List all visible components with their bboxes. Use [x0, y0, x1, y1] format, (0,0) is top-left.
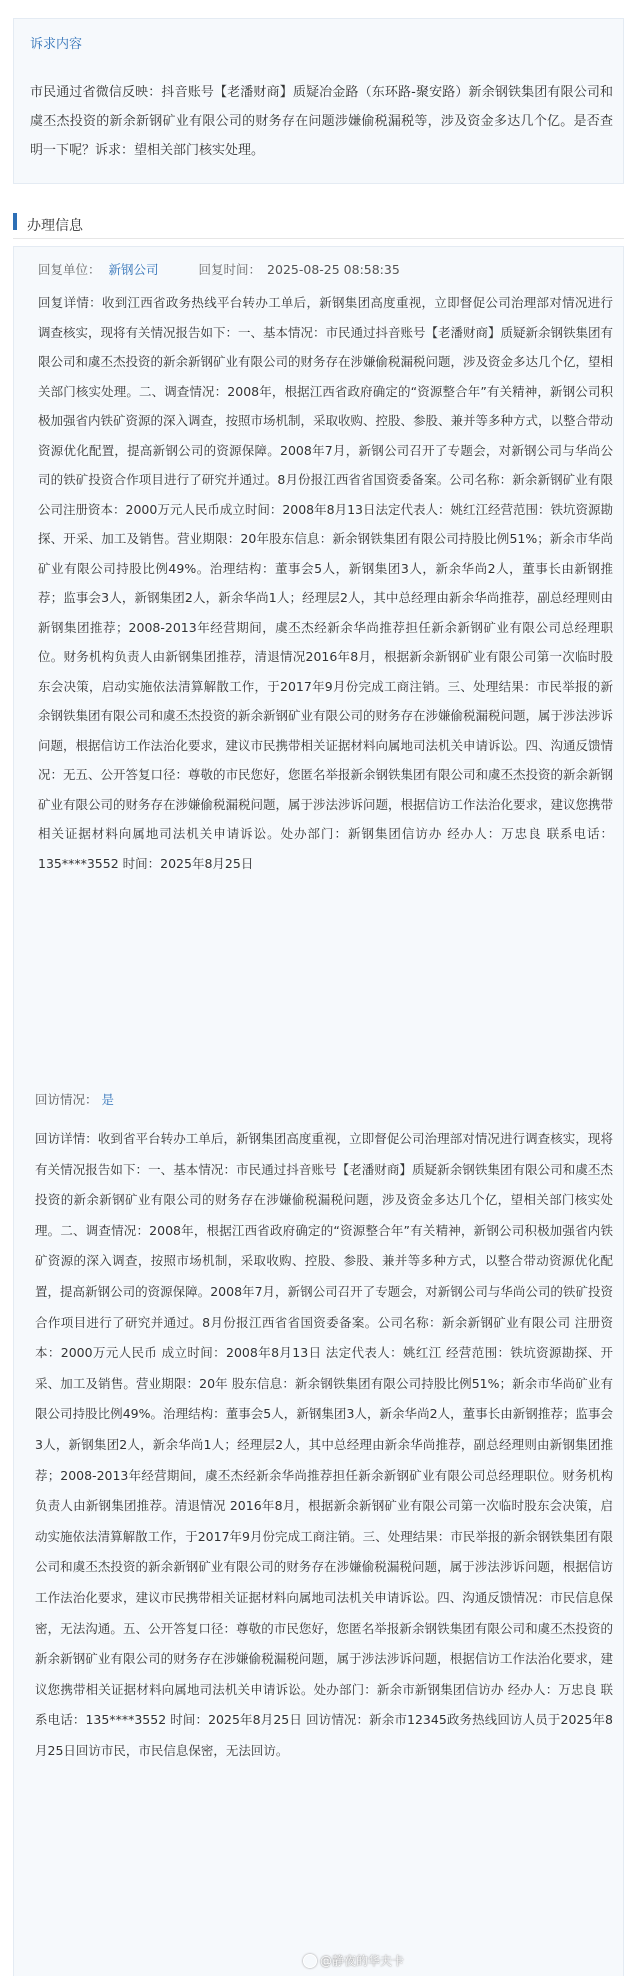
request-content: 市民通过省微信反映：抖音账号【老潘财商】质疑冶金路（东环路-聚安路）新余钢铁集团有限公司和虞丕杰投资的新余新钢矿业有限公司的财务存在问题涉嫌偷税漏税等，涉及资金多达几个亿。是否查明一下呢？诉求：望相关部门核实处理。	[30, 85, 613, 158]
reply-time-value: 2025-08-25 08:58:35	[267, 262, 400, 277]
visit-detail	[35, 1124, 613, 1766]
reply-detail	[38, 288, 613, 878]
watermark	[303, 1952, 404, 1969]
visit-status-label: 回访情况：	[35, 1092, 98, 1107]
reply-detail-label: 回复详情：	[38, 295, 102, 310]
reply-meta-row	[38, 260, 400, 278]
reply-time-label: 回复时间：	[198, 262, 262, 277]
visit-detail-text: 收到省平台转办工单后，新钢集团高度重视，立即督促公司治理部对情况进行调查核实，现将有关情况报告如下：一、基本情况：市民通过抖音账号【老潘财商】质疑新余钢铁集团有限公司和虞丕杰投资的新余新钢矿业有限公司的财务存在涉嫌偷税漏税问题，涉及资金多达几个亿，望相关部门核实处理。二、调查情况：2008年，根据江西省政府确定的“资源整合年”有关精神，新钢公司积极加强省内铁矿资源的深入调查，按照市场机制，采取收购、控股、参股、兼并等多种方式，以整合带动资源优化配置，提高新钢公司的资源保障。2008年7月，新钢公司召开了专题会，对新钢公司与华尚公司的铁矿投资合作项目进行了研究并通过。8月份报江西省省国资委备案。公司名称：新余新钢矿业有限公司 注册资本：2000万元人民币 成立时间：2008年8月13日 法定代表人：姚红江 经营范围：铁坑资源勘探、开采、加工及销售。营业期限：20年 股东信息：新余钢铁集团有限公司持股比例51%；新余市华尚矿业有限公司持股比例49%。治理结构：董事会5人，新钢集团3人，新余华尚2人，董事长由新钢推荐；监事会3人，新钢集团2人，新余华尚1人；经理层2人，其中总经理由新余华尚推荐，副总经理则由新钢集团推荐；2008-2013年经营期间，虞丕杰经新余华尚推荐担任新余新钢矿业有限公司总经理职位。财务机构负责人由新钢集团推荐。清退情况 2016年8月，根据新余新钢矿业有限公司第一次临时股东会决策，启动实施依法清算解散工作，于2017年9月份完成工商注销。三、处理结果：市民举报的新余钢铁集团有限公司和虞丕杰投资的新余新钢矿业有限公司的财务存在涉嫌偷税漏税问题，属于涉法涉诉问题，根据信访工作法治化要求，建议市民携带相关证据材料向属地司法机关申请诉讼。四、沟通反馈情况：市民信息保密，无法沟通。五、公开答复口径：尊敬的市民您好，您匿名举报新余钢铁集团有限公司和虞丕杰投资的新余新钢矿业有限公司的财务存在涉嫌偷税漏税问题，属于涉法涉诉问题，根据信访工作法治化要求，建议您携带相关证据材料向属地司法机关申请诉讼。处办部门：新余市新钢集团信访办 经办人：万忠良 联系电话：135****3552 时间：2025年8月25日 回访情况：新余市12345政务热线回访人员于2025年8月25日回访市民，市民信息保密，无法回访。	[35, 1131, 613, 1758]
visit-status-value: 是	[101, 1092, 115, 1107]
weibo-logo-icon	[303, 1954, 317, 1968]
section-marker	[13, 213, 17, 230]
visit-detail-label: 回访详情：	[35, 1131, 98, 1146]
request-title: 诉求内容	[30, 37, 83, 52]
reply-detail-text: 收到江西省政务热线平台转办工单后，新钢集团高度重视，立即督促公司治理部对情况进行调查核实，现将有关情况报告如下：一、基本情况：市民通过抖音账号【老潘财商】质疑新余钢铁集团有限公司和虞丕杰投资的新余新钢矿业有限公司的财务存在涉嫌偷税漏税问题，涉及资金多达几个亿，望相关部门核实处理。二、调查情况：2008年，根据江西省政府确定的“资源整合年”有关精神，新钢公司积极加强省内铁矿资源的深入调查，按照市场机制，采取收购、控股、参股、兼并等多种方式，以整合带动资源优化配置，提高新钢公司的资源保障。2008年7月，新钢公司召开了专题会，对新钢公司与华尚公司的铁矿投资合作项目进行了研究并通过。8月份报江西省省国资委备案。公司名称：新余新钢矿业有限公司注册资本：2000万元人民币成立时间：2008年8月13日法定代表人：姚红江经营范围：铁坑资源勘探、开采、加工及销售。营业期限：20年股东信息：新余钢铁集团有限公司持股比例51%；新余市华尚矿业有限公司持股比例49%。治理结构：董事会5人，新钢集团3人，新余华尚2人，董事长由新钢推荐；监事会3人，新钢集团2人，新余华尚1人；经理层2人，其中总经理由新余华尚推荐，副总经理则由新钢集团推荐；2008-2013年经营期间，虞丕杰经新余华尚推荐担任新余新钢矿业有限公司总经理职位。财务机构负责人由新钢集团推荐，清退情况2016年8月，根据新余新钢矿业有限公司第一次临时股东会决策，启动实施依法清算解散工作，于2017年9月份完成工商注销。三、处理结果：市民举报的新余钢铁集团有限公司和虞丕杰投资的新余新钢矿业有限公司的财务存在涉嫌偷税漏税问题，属于涉法涉诉问题，根据信访工作法治化要求，建议市民携带相关证据材料向属地司法机关申请诉讼。四、沟通反馈情况：无五、公开答复口径：尊敬的市民您好，您匿名举报新余钢铁集团有限公司和虞丕杰投资的新余新钢矿业有限公司的财务存在涉嫌偷税漏税问题，属于涉法涉诉问题，根据信访工作法治化要求，建议您携带相关证据材料向属地司法机关申请诉讼。处办部门：新钢集团信访办 经办人：万忠良 联系电话：135****3552 时间：2025年8月25日	[38, 295, 614, 871]
watermark-text: @静夜的华夫卡	[320, 1954, 405, 1968]
reply-unit-label: 回复单位：	[38, 262, 101, 277]
section-title-handling: 办理信息	[27, 218, 83, 234]
visit-status-row	[35, 1090, 114, 1108]
reply-unit-link[interactable]: 新钢公司	[108, 262, 159, 277]
section-divider	[13, 238, 624, 239]
